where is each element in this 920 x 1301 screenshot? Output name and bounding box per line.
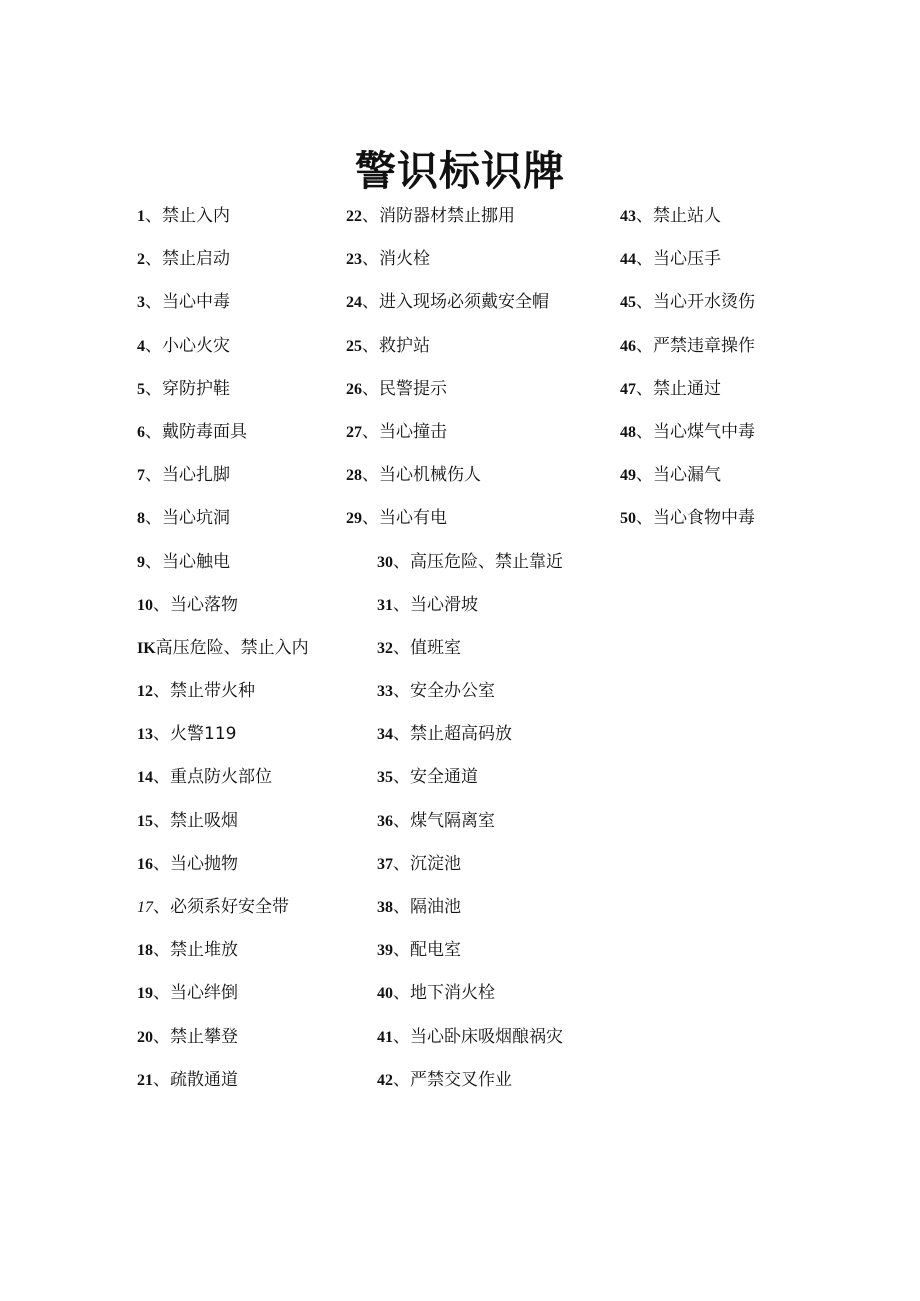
sign-list-item <box>137 593 352 636</box>
item-label: 高压危险、禁止入内 <box>155 637 309 658</box>
item-number: IK <box>137 639 156 657</box>
sign-list-item <box>137 765 352 808</box>
item-label: 小心火灾 <box>162 335 230 356</box>
sign-list-item <box>137 722 352 765</box>
item-number: 9 <box>137 553 145 571</box>
item-separator: 、 <box>636 421 653 442</box>
sign-list-item <box>620 290 820 333</box>
sign-list-item <box>346 1068 621 1111</box>
item-label: 严禁交叉作业 <box>410 1069 512 1090</box>
item-separator: 、 <box>153 681 170 702</box>
item-label: 沉淀池 <box>410 853 461 874</box>
sign-list-item <box>620 334 820 377</box>
item-number: 32 <box>377 639 393 657</box>
item-label: 当心食物中毒 <box>653 508 755 529</box>
item-label: 民警提示 <box>379 378 447 399</box>
item-separator: 、 <box>153 724 170 745</box>
item-label: 禁止带火种 <box>170 681 255 702</box>
item-number: 50 <box>620 510 636 528</box>
item-label: 禁止堆放 <box>170 940 238 961</box>
item-label: 穿防护鞋 <box>162 378 230 399</box>
item-separator: 、 <box>145 508 162 529</box>
item-number: 13 <box>137 726 153 744</box>
item-separator: 、 <box>393 637 410 658</box>
item-label: 禁止攀登 <box>170 1026 238 1047</box>
sign-list-item <box>137 420 352 463</box>
item-separator: 、 <box>393 594 410 615</box>
item-separator: 、 <box>362 465 379 486</box>
item-label: 禁止吸烟 <box>170 810 238 831</box>
sign-list-item <box>346 204 621 247</box>
sign-list-item <box>346 377 621 420</box>
item-label: 当心漏气 <box>653 465 721 486</box>
item-separator: 、 <box>153 767 170 788</box>
item-label: 煤气隔离室 <box>410 810 495 831</box>
item-separator: 、 <box>636 292 653 313</box>
sign-list-item <box>346 290 621 333</box>
sign-list-item <box>137 506 352 549</box>
sign-column-3 <box>620 204 820 550</box>
sign-list-item <box>346 852 621 895</box>
item-separator: 、 <box>145 335 162 356</box>
item-separator: 、 <box>362 206 379 226</box>
sign-list-item <box>620 506 820 549</box>
item-label: 严禁违章操作 <box>653 335 755 356</box>
item-separator: 、 <box>362 378 379 399</box>
item-number: 21 <box>137 1071 153 1089</box>
item-label: 当心卧床吸烟酿祸灾 <box>410 1026 563 1047</box>
sign-list-item <box>137 334 352 377</box>
item-number: 6 <box>137 423 145 441</box>
item-separator: 、 <box>362 292 379 313</box>
item-label: 疏散通道 <box>170 1069 238 1090</box>
sign-list-item <box>137 247 352 290</box>
item-label: 当心抛物 <box>170 853 238 874</box>
item-separator: 、 <box>153 940 170 961</box>
item-label: 重点防火部位 <box>170 767 272 788</box>
item-number: 43 <box>620 208 636 225</box>
sign-list-item <box>137 981 352 1024</box>
item-separator: 、 <box>393 1069 410 1090</box>
item-separator: 、 <box>145 551 162 572</box>
item-number: 27 <box>346 423 362 441</box>
sign-list-item <box>346 550 621 593</box>
item-label: 安全办公室 <box>410 681 495 702</box>
item-label: 禁止入内 <box>162 206 230 226</box>
item-label: 当心落物 <box>170 594 238 615</box>
item-number: 8 <box>137 510 145 528</box>
item-number: 37 <box>377 855 393 873</box>
item-number: 42 <box>377 1071 393 1089</box>
item-separator: 、 <box>145 292 162 313</box>
item-label: 地下消火栓 <box>410 983 495 1004</box>
item-label: 隔油池 <box>410 897 461 917</box>
item-label: 当心扎脚 <box>162 465 230 486</box>
sign-list-item <box>346 334 621 377</box>
item-separator: 、 <box>153 853 170 874</box>
item-separator: 、 <box>393 940 410 961</box>
sign-list-item <box>137 204 352 247</box>
sign-list-item <box>346 722 621 765</box>
item-number: 16 <box>137 855 153 873</box>
item-separator: 、 <box>636 508 653 529</box>
item-number: 22 <box>346 208 362 225</box>
item-number: 36 <box>377 812 393 830</box>
sign-list-item <box>620 204 820 247</box>
item-number: 48 <box>620 423 636 441</box>
item-label: 戴防毒面具 <box>162 421 247 442</box>
item-label: 当心有电 <box>379 508 447 529</box>
item-label: 禁止启动 <box>162 249 230 270</box>
sign-list-item <box>137 463 352 506</box>
sign-column-1 <box>137 204 352 1111</box>
item-label: 当心压手 <box>653 249 721 270</box>
item-separator: 、 <box>393 551 410 572</box>
item-number: 12 <box>137 683 153 701</box>
item-separator: 、 <box>393 897 410 917</box>
sign-list-item <box>346 593 621 636</box>
sign-list-item <box>620 247 820 290</box>
item-separator: 、 <box>153 897 170 917</box>
sign-list-item <box>137 852 352 895</box>
sign-list-item <box>620 377 820 420</box>
item-separator: 、 <box>145 378 162 399</box>
sign-list-item <box>346 247 621 290</box>
item-number: 33 <box>377 683 393 701</box>
item-number: 25 <box>346 337 362 355</box>
item-separator: 、 <box>636 249 653 270</box>
sign-list-item <box>346 1025 621 1068</box>
sign-list-item <box>346 895 621 938</box>
item-label: 值班室 <box>410 637 461 658</box>
item-label: 禁止超高码放 <box>410 724 512 745</box>
item-label: 消防器材禁止挪用 <box>379 206 515 226</box>
sign-list-item <box>137 809 352 852</box>
item-number: 39 <box>377 942 393 960</box>
item-label: 当心撞击 <box>379 421 447 442</box>
sign-list-item <box>346 981 621 1024</box>
item-separator: 、 <box>393 810 410 831</box>
item-number: 49 <box>620 467 636 485</box>
item-label: 必须系好安全带 <box>170 897 289 917</box>
sign-list-item <box>620 420 820 463</box>
sign-list-item <box>137 938 352 981</box>
item-label: 高压危险、禁止靠近 <box>410 551 563 572</box>
item-separator: 、 <box>362 249 379 270</box>
item-label: 当心绊倒 <box>170 983 238 1004</box>
item-label: 安全通道 <box>410 767 478 788</box>
item-number: 45 <box>620 294 636 312</box>
item-number: 23 <box>346 251 362 269</box>
item-number: 10 <box>137 596 153 614</box>
sign-list-item <box>346 463 621 506</box>
item-number: 31 <box>377 596 393 614</box>
sign-list-item <box>346 765 621 808</box>
item-number: 19 <box>137 985 153 1003</box>
sign-column-2 <box>346 204 621 1111</box>
item-label: 进入现场必须戴安全帽 <box>379 292 549 313</box>
item-label: 当心滑坡 <box>410 594 478 615</box>
item-separator: 、 <box>362 421 379 442</box>
item-number: 18 <box>137 942 153 960</box>
item-number: 35 <box>377 769 393 787</box>
item-number: 44 <box>620 251 636 269</box>
item-number: 14 <box>137 769 153 787</box>
item-number: 5 <box>137 380 145 398</box>
item-number: 40 <box>377 985 393 1003</box>
sign-list-item <box>346 636 621 679</box>
item-number: 28 <box>346 467 362 485</box>
item-number: 38 <box>377 899 393 916</box>
item-separator: 、 <box>153 1069 170 1090</box>
item-number: 4 <box>137 337 145 355</box>
item-label: 当心触电 <box>162 551 230 572</box>
sign-list-item <box>346 809 621 852</box>
item-label: 当心坑洞 <box>162 508 230 529</box>
item-separator: 、 <box>393 767 410 788</box>
item-separator: 、 <box>153 594 170 615</box>
item-number: 3 <box>137 294 145 312</box>
item-label: 禁止通过 <box>653 378 721 399</box>
item-number: 47 <box>620 380 636 398</box>
item-number: 2 <box>137 251 145 269</box>
item-separator: 、 <box>393 724 410 745</box>
item-label: 火警119 <box>170 724 237 745</box>
item-separator: 、 <box>636 335 653 356</box>
item-separator: 、 <box>393 983 410 1004</box>
item-separator: 、 <box>145 465 162 486</box>
item-separator: 、 <box>145 206 162 226</box>
item-number: 20 <box>137 1028 153 1046</box>
item-label: 禁止站人 <box>653 206 721 226</box>
item-separator: 、 <box>636 378 653 399</box>
item-number: 26 <box>346 380 362 398</box>
item-label: 消火栓 <box>379 249 430 270</box>
sign-list-item <box>137 1025 352 1068</box>
item-separator: 、 <box>393 1026 410 1047</box>
item-separator: 、 <box>636 465 653 486</box>
item-label: 当心煤气中毒 <box>653 421 755 442</box>
item-label: 救护站 <box>379 335 430 356</box>
item-separator: 、 <box>362 335 379 356</box>
item-number: 29 <box>346 510 362 528</box>
item-separator: 、 <box>636 206 653 226</box>
sign-list-item <box>346 679 621 722</box>
sign-list-item <box>346 420 621 463</box>
item-number: 1 <box>137 208 145 225</box>
sign-list-item <box>137 1068 352 1111</box>
item-separator: 、 <box>393 681 410 702</box>
item-number: 41 <box>377 1028 393 1046</box>
item-separator: 、 <box>145 421 162 442</box>
sign-list-item <box>137 895 352 938</box>
item-number: 30 <box>377 553 393 571</box>
sign-list-item <box>346 938 621 981</box>
item-number: 46 <box>620 337 636 355</box>
sign-list-item <box>137 679 352 722</box>
sign-list-item <box>137 636 352 679</box>
item-separator: 、 <box>145 249 162 270</box>
item-number: 15 <box>137 812 153 830</box>
item-label: 当心中毒 <box>162 292 230 313</box>
sign-list-item <box>137 550 352 593</box>
sign-list-item <box>346 506 621 549</box>
item-separator: 、 <box>153 1026 170 1047</box>
item-separator: 、 <box>393 853 410 874</box>
item-number: 17 <box>137 899 153 916</box>
sign-list-item <box>620 463 820 506</box>
item-label: 配电室 <box>410 940 461 961</box>
item-label: 当心机械伤人 <box>379 465 481 486</box>
item-label: 当心开水烫伤 <box>653 292 755 313</box>
page-title: 警识标识牌 <box>355 147 565 196</box>
sign-list-item <box>137 290 352 333</box>
item-separator: 、 <box>153 810 170 831</box>
item-number: 34 <box>377 726 393 744</box>
item-separator: 、 <box>153 983 170 1004</box>
sign-list-item <box>137 377 352 420</box>
item-separator: 、 <box>362 508 379 529</box>
item-number: 7 <box>137 467 145 485</box>
item-number: 24 <box>346 294 362 312</box>
